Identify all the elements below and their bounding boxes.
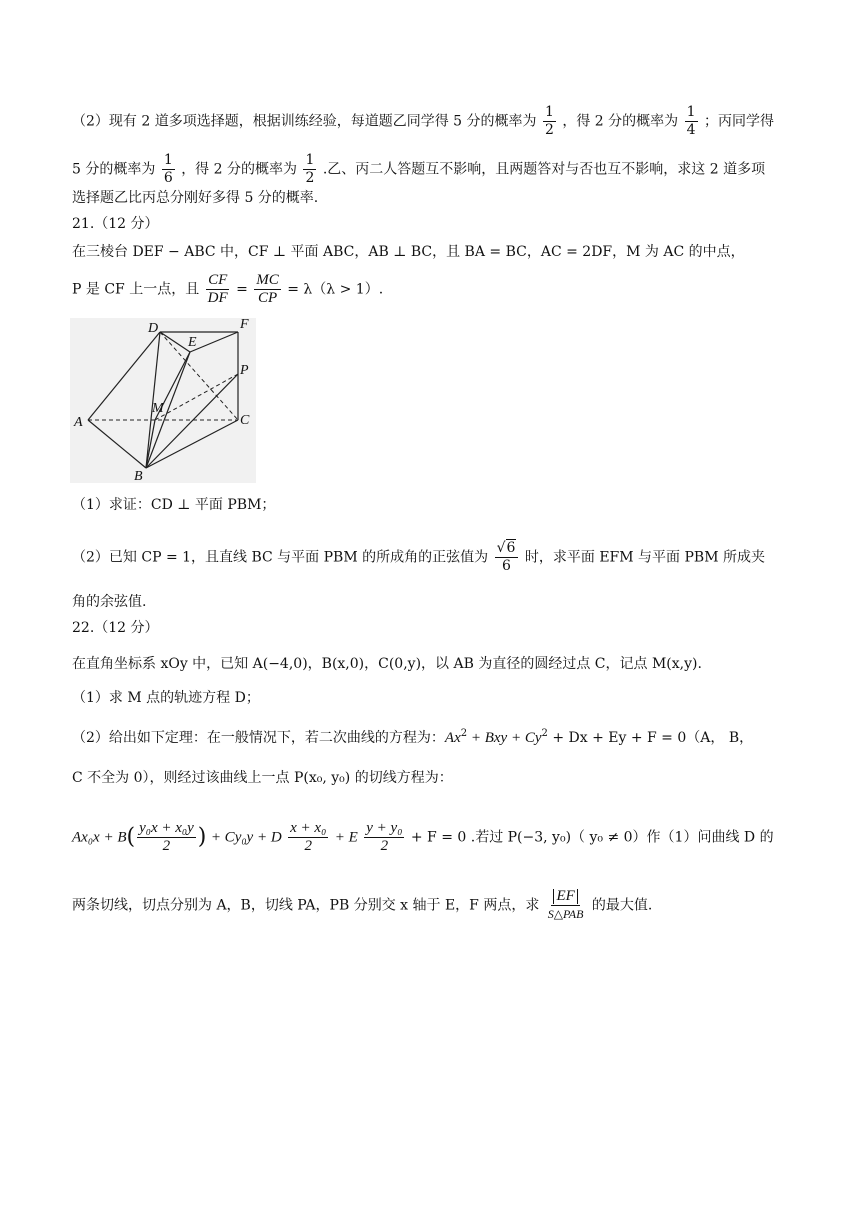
q21-line-2 bbox=[72, 272, 792, 307]
fraction-sixth: $\frac{1}{6}$ bbox=[163, 152, 173, 186]
q22-sub-2 bbox=[72, 724, 792, 748]
label-a: A bbox=[74, 415, 83, 430]
text: ，得 2 分的概率为 bbox=[181, 161, 297, 178]
text: ，得 2 分的概率为 bbox=[562, 113, 679, 130]
fraction-mc-cp: $\frac{MC}{CP}$ bbox=[256, 272, 279, 306]
q22-tangent-formula: Ax₀x + B( $\frac{\text{y₀x + x₀y}}{2}$ ) + Cy₀y + D $\frac{\text{x + x₀}}{2}$ + E $\frac{\text{y + y₀}}{2}$ + F = 0 .若过 P(−3, y₀)（ y₀ ≠ 0）作（1）问曲线 D 的 bbox=[72, 820, 774, 854]
edge-bd bbox=[146, 332, 160, 468]
text: （2）现有 2 道多项选择题，根据训练经验，每道题乙同学得 5 分的概率为 bbox=[72, 113, 537, 130]
label-c: C bbox=[240, 413, 250, 428]
fraction-half-2: $\frac{1}{2}$ bbox=[305, 152, 315, 186]
q22-sub-1: （1）求 M 点的轨迹方程 D； bbox=[72, 690, 260, 706]
prob-line-1 bbox=[72, 104, 792, 139]
fraction-half: $\frac{1}{2}$ bbox=[544, 104, 554, 138]
edge-ef bbox=[190, 332, 238, 352]
superscript: 2 bbox=[460, 728, 468, 739]
edge-ab bbox=[88, 420, 146, 468]
fraction-cf-df: $\frac{CF}{DF}$ bbox=[207, 272, 228, 306]
fraction-t3: $\frac{\text{y + y₀}}{2}$ bbox=[366, 820, 403, 854]
label-f: F bbox=[240, 318, 249, 332]
math: + E bbox=[334, 829, 358, 846]
label-p: P bbox=[240, 363, 249, 378]
edge-ad bbox=[88, 332, 160, 420]
math: + Cy₀y + D bbox=[210, 829, 282, 846]
fraction-quarter: $\frac{1}{4}$ bbox=[686, 104, 696, 138]
superscript: 2 bbox=[541, 728, 548, 739]
q21-sub-1: （1）求证：CD ⊥ 平面 PBM； bbox=[72, 497, 276, 513]
q21-heading: 21.（12 分） bbox=[72, 216, 159, 232]
text: 的最大值. bbox=[591, 897, 653, 914]
text: （2）已知 CP = 1，且直线 BC 与平面 PBM 的所成角的正弦值为 bbox=[72, 549, 489, 566]
prob-line-3: 选择题乙比丙总分刚好多得 5 分的概率. bbox=[72, 190, 319, 206]
label-d: D bbox=[148, 321, 159, 336]
label-b: B bbox=[134, 469, 143, 483]
text: = λ（λ > 1）. bbox=[287, 281, 384, 298]
text: ；丙同学得 bbox=[704, 113, 774, 130]
text: .乙、丙二人答题互不影响，且两题答对与否也互不影响，求这 2 道多项 bbox=[322, 161, 766, 178]
label-e: E bbox=[188, 335, 197, 350]
q21-line-1: 在三棱台 DEF − ABC 中，CF ⊥ 平面 ABC，AB ⊥ BC，且 BA = BC，AC = 2DF，M 为 AC 的中点， bbox=[72, 244, 745, 260]
text: 时，求平面 EFM 与平面 PBM 所成夹 bbox=[524, 549, 766, 566]
text: 两条切线，切点分别为 A，B，切线 PA，PB 分别交 x 轴于 E，F 两点，求 bbox=[72, 897, 540, 914]
q21-sub-2-cont: 角的余弦值. bbox=[72, 594, 147, 610]
q22-sub-2-cont: C 不全为 0），则经过该曲线上一点 P(x₀, y₀) 的切线方程为： bbox=[72, 770, 453, 786]
label-m: M bbox=[152, 401, 164, 416]
q22-line-1: 在直角坐标系 xOy 中，已知 A(−4,0)，B(x,0)，C(0,y)，以 AB 为直径的圆经过点 C，记点 M(x,y). bbox=[72, 656, 702, 672]
equals-sign: = bbox=[236, 281, 248, 298]
math: + Dx + Ey + F = 0（A， B， bbox=[547, 730, 754, 746]
q22-heading: 22.（12 分） bbox=[72, 620, 159, 636]
fraction-t1: $\frac{\text{y₀x + x₀y}}{2}$ bbox=[139, 820, 194, 854]
q21-sub-2 bbox=[72, 540, 792, 575]
q22-last-line bbox=[72, 888, 792, 923]
edge-bc bbox=[146, 420, 238, 468]
frustum-diagram bbox=[70, 318, 256, 483]
prob-line-2 bbox=[72, 152, 792, 187]
math: Ax₀x + B bbox=[72, 829, 127, 846]
edge-dc-hidden bbox=[160, 332, 238, 420]
frustum-figure bbox=[70, 318, 256, 483]
math: + Bxy + Cy bbox=[467, 730, 542, 746]
text: 5 分的概率为 bbox=[72, 161, 156, 178]
text: P 是 CF 上一点，且 bbox=[72, 281, 200, 298]
text: + F = 0 .若过 P(−3, y₀)（ y₀ ≠ 0）作（1）问曲线 D 的 bbox=[410, 829, 774, 846]
fraction-ef-over-area: $\frac{EF}{\text{S△PAB}}$ bbox=[547, 888, 584, 921]
fraction-root6-over-6: $\frac{√6}{6}$ bbox=[495, 540, 519, 575]
text: （2）给出如下定理：在一般情况下，若二次曲线的方程为： bbox=[72, 730, 445, 746]
fraction-t2: $\frac{\text{x + x₀}}{2}$ bbox=[290, 820, 327, 854]
math: Ax bbox=[444, 730, 461, 746]
edge-bp bbox=[146, 374, 238, 468]
